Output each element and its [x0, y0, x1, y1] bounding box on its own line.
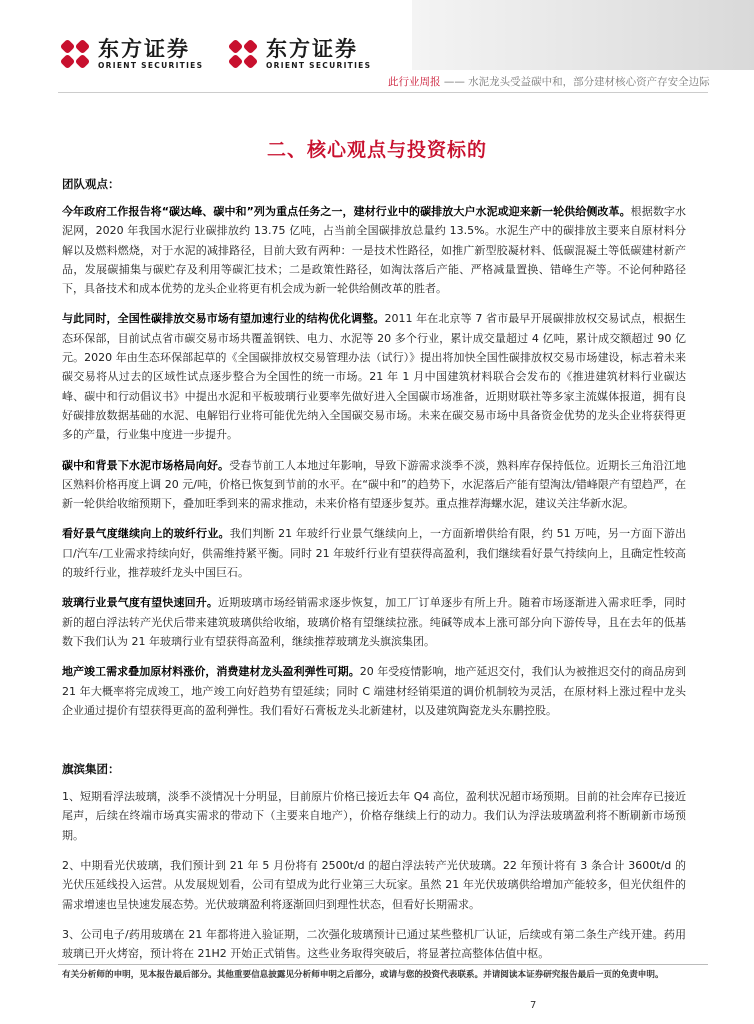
paragraph-building-materials	[62, 662, 686, 720]
para-body: 我们判断 21 年玻纤行业景气继续向上，一方面新增供给有限，约 51 万吨，另一方面下游出口/汽车/工业需求持续向好，供需维持紧平衡。同时 21 年玻纤行业有望获得高盈利，我们继续看好景气持续向上，且确定性较高的玻纤行业，推荐玻纤龙头中国巨石。	[62, 527, 686, 580]
paragraph-cement	[62, 456, 686, 514]
para-lead: 今年政府工作报告将“碳达峰、碳中和”列为重点任务之一，建材行业中的碳排放大户水泥或迎来新一轮供给侧改革。	[62, 205, 631, 218]
logo-cn: 东方证券	[266, 37, 358, 61]
logo-cn: 东方证券	[98, 37, 190, 61]
logo-en: ORIENT SECURITIES	[98, 61, 204, 70]
report-body	[62, 175, 686, 964]
running-title	[388, 74, 710, 89]
para-body: 2011 年在北京等 7 省市最早开展碳排放权交易试点，根据生态环保部，目前试点省市碳交易市场共覆盖钢铁、电力、水泥等 20 多个行业，累计成交量超过 4 亿吨，累计成交额超过 90 亿元。2020 年由生态环保部起草的《全国碳排放权交易管理办法（试行）》提出将加快全国性碳排放权交易市场建设，标志着未来碳交易将从过去的区域性试点逐步整合为全国性的统一市场。21 年 1 月中国建筑材料联合会发布的《推进建筑材料行业碳达峰、碳中和行动倡议书》中提出水泥和平板玻璃行业要率先做好进入全国碳市场准备，近期财联社等多家主流媒体报道，拥有良好碳排放数据基础的水泥、电解铝行业将可能优先纳入全国碳交易市场。未来在碳交易市场中具备资金优势的龙头企业将获得更多的产量，行业集中度进一步提升。	[62, 312, 686, 442]
header-gray-band	[412, 0, 754, 70]
logo-mark-icon	[58, 37, 92, 71]
qibin-item-2: 2、中期看光伏玻璃，我们预计到 21 年 5 月份将有 2500t/d 的超白浮法转产光伏玻璃。22 年预计将有 3 条合计 3600t/d 的光伏压延线投入运营。从发展规划看，公司有望成为此行业第三大玩家。虽然 21 年光伏玻璃供给增加产能较多，但光伏组件的需求增速也呈快速发展态势。光伏玻璃盈利将逐渐回归到理性状态，但看好长期需求。	[62, 859, 686, 911]
para-body: 20 年受疫情影响，地产延迟交付，我们认为被推迟交付的商品房到 21 年大概率将完成竣工，地产竣工向好趋势有望延续；同时 C 端建材经销渠道的调价机制较为灵活，在原材料上涨过程中龙头企业通过提价有望获得更高的盈利弹性。我们看好石膏板龙头北新建材，以及建筑陶瓷龙头东鹏控股。	[62, 665, 686, 717]
para-body: 受春节前工人本地过年影响，导致下游需求淡季不淡，熟料库存保持低位。近期长三角沿江地区熟料价格再度上调 20 元/吨，价格已恢复到节前的水平。在“碳中和”的趋势下，水泥落后产能有望淘汰/错峰限产有望趋严，在新一轮供给收缩预期下，叠加旺季到来的需求推动，未来价格有望逐步复苏。重点推荐海螺水泥，建议关注华新水泥。	[62, 458, 687, 511]
running-title-left: 此行业周报	[388, 76, 441, 88]
para-lead: 地产竣工需求叠加原材料涨价，消费建材龙头盈利弹性可期。	[62, 665, 360, 679]
para-body: 近期玻璃市场经销需求逐步恢复，加工厂订单逐步有所上升。随着市场逐渐进入需求旺季，同时新的超白浮法转产光伏后带来建筑玻璃供给收缩，玻璃价格有望继续拉涨。纯碱等成本上涨可部分向下游传导，且在去年的低基数下我们认为 21 年玻璃行业有望获得高盈利，继续推荐玻璃龙头旗滨集团。	[62, 596, 687, 648]
logo-en: ORIENT SECURITIES	[266, 61, 372, 70]
page-header	[0, 0, 754, 92]
footer-disclaimer: 有关分析师的申明，见本报告最后部分。其他重要信息披露见分析师申明之后部分，或请与您的投资代表联系。并请阅读本证券研究报告最后一页的免责申明。	[62, 970, 664, 980]
qibin-item-3: 3、公司电子/药用玻璃在 21 年都将进入验证期，二次强化玻璃预计已通过某些整机厂认证，后续或有第二条生产线开建。药用玻璃已开火烤窑，预计将在 21H2 开始正式销售。这些业务取得突破后，将显著拉高整体估值中枢。	[62, 927, 686, 961]
company-logo	[58, 37, 203, 71]
header-divider	[58, 92, 708, 93]
running-title-right: —— 水泥龙头受益碳中和，部分建材核心资产存安全边际	[443, 76, 710, 88]
company-logo-secondary	[226, 37, 371, 71]
para-body: 根据数字水泥网，2020 年我国水泥行业碳排放约 13.75 亿吨，占当前全国碳排放总量约 13.5%。水泥生产中的碳排放主要来自原材料分解以及燃料燃烧，对于水泥的减排路径，目前大致有两种：一是技术性路径，如推广新型胶凝材料、低碳混凝土等低碳建材新产品，发展碳捕集与碳贮存及利用等碳汇技术；二是政策性路径，如淘汰落后产能、严格减量置换、错峰生产等。不论何种路径下，具备技术和成本优势的龙头企业将更有机会成为新一轮供给侧改革的胜者。	[62, 205, 686, 296]
team-heading: 团队观点：	[62, 177, 120, 191]
para-lead: 玻璃行业景气度有望快速回升。	[62, 596, 219, 610]
paragraph-carbon-trading	[62, 309, 686, 444]
para-lead: 与此同时，全国性碳排放交易市场有望加速行业的结构优化调整。	[62, 312, 385, 326]
para-lead: 碳中和背景下水泥市场格局向好。	[62, 458, 230, 472]
paragraph-glass-fiber	[62, 524, 686, 582]
logo-mark-icon	[226, 37, 260, 71]
para-lead: 看好景气度继续向上的玻纤行业。	[62, 527, 230, 541]
paragraph-carbon-neutral	[62, 202, 686, 298]
page-number: 7	[530, 1000, 537, 1011]
section-title: 二、核心观点与投资标的	[266, 139, 487, 161]
qibin-heading: 旗滨集团：	[62, 762, 120, 777]
footer-divider	[58, 964, 708, 965]
qibin-item-1: 1、短期看浮法玻璃，淡季不淡情况十分明显，目前原片价格已接近去年 Q4 高位，盈利状况超市场预期。目前的社会库存已接近尾声，后续在终端市场真实需求的带动下（主要来自地产），价格存继续上行的动力。我们认为浮法玻璃盈利将不断刷新市场预期。	[62, 790, 686, 842]
paragraph-glass	[62, 593, 686, 651]
